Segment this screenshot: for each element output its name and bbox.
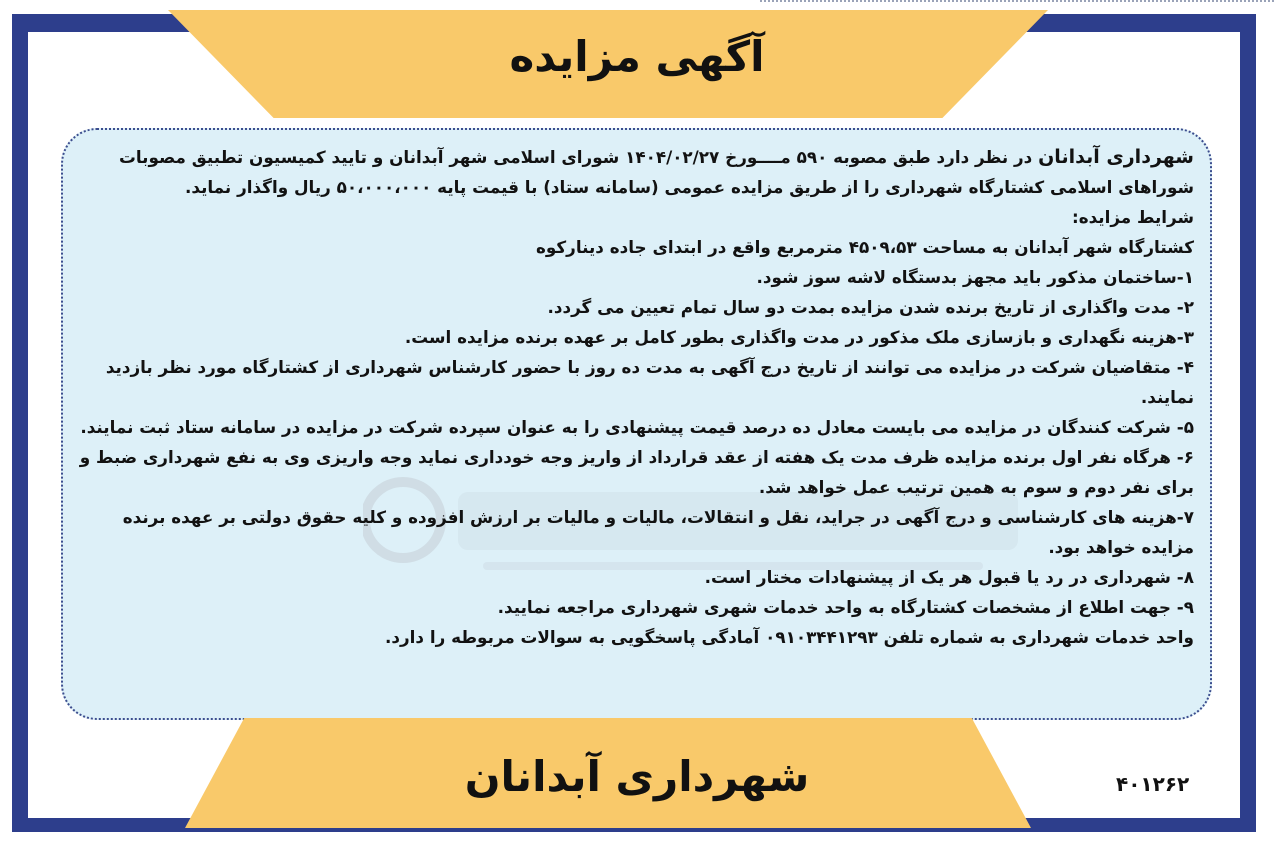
contact-line: واحد خدمات شهرداری به شماره تلفن ۰۹۱۰۳۴۴۱۲۹۳ آمادگی پاسخگویی به سوالات مربوطه را دارد. — [384, 627, 1194, 647]
condition-item-9: ۹- جهت اطلاع از مشخصات کشتارگاه به واحد خدمات شهری شهرداری مراجعه نمایید. — [497, 597, 1194, 617]
footer-org-name: شهرداری آبدانان — [464, 752, 810, 801]
condition-item-4: ۴- متقاضیان شرکت در مزایده می توانند از تاریخ درج آگهی به مدت ده روز با حضور کارشناس شهرداری از کشتارگاه مورد نظر بازدید نمایند. — [105, 357, 1194, 407]
notice-body — [79, 142, 1194, 652]
page-title: آگهی مزایده — [509, 32, 765, 81]
condition-item-3: ۳-هزینه نگهداری و بازسازی ملک مذکور در مدت واگذاری بطور کامل بر عهده برنده مزایده است. — [404, 327, 1194, 347]
condition-item-5: ۵- شرکت کنندگان در مزایده می بایست معادل ده درصد قیمت پیشنهادی را به عنوان سپرده شرکت در مزایده در سامانه ستاد ثبت نمایند. — [80, 417, 1194, 437]
content-panel — [61, 128, 1212, 720]
intro-paragraph — [79, 142, 1194, 202]
condition-item-1: ۱-ساختمان مذکور باید مجهز بدستگاه لاشه سوز شود. — [756, 267, 1194, 287]
condition-item-6: ۶- هرگاه نفر اول برنده مزایده ظرف مدت یک هفته از عقد قرارداد از واریز وجه خودداری نماید وجه واریزی وی به نفع شهرداری ضبط و برای نفر دوم و سوم به همین ترتیب عمل خواهد شد. — [79, 447, 1194, 497]
condition-item-8: ۸- شهرداری در رد یا قبول هر یک از پیشنهادات مختار است. — [704, 567, 1194, 587]
condition-item-7: ۷-هزینه های کارشناسی و درج آگهی در جراید، نقل و انتقالات، مالیات و مالیات بر ارزش افزوده و کلیه حقوق دولتی بر عهده برنده مزایده خواهد بود. — [122, 507, 1194, 557]
condition-item-2: ۲- مدت واگذاری از تاریخ برنده شدن مزایده بمدت دو سال تمام تعیین می گردد. — [547, 297, 1194, 317]
ad-code: ۴۰۱۲۶۲ — [1116, 772, 1190, 796]
intro-text: در نظر دارد طبق مصوبه ۵۹۰ مــــورخ ۱۴۰۴/۰۲/۲۷ شورای اسلامی شهر آبدانان و تایید کمیسیون تطبیق مصوبات شوراهای اسلامی کشتارگاه شهرداری را از طریق مزایده عمومی (سامانه ستاد) با قیمت پایه ۵۰،۰۰۰،۰۰۰ ریال واگذار نماید. — [118, 147, 1194, 197]
conditions-heading: شرایط مزایده: — [1071, 207, 1194, 227]
site-description: کشتارگاه شهر آبدانان به مساحت ۴۵۰۹،۵۳ مترمربع واقع در ابتدای جاده دینارکوه — [535, 237, 1194, 257]
org-name-inline: شهرداری آبدانان — [1038, 146, 1194, 168]
top-dotted-rule — [760, 0, 1274, 5]
